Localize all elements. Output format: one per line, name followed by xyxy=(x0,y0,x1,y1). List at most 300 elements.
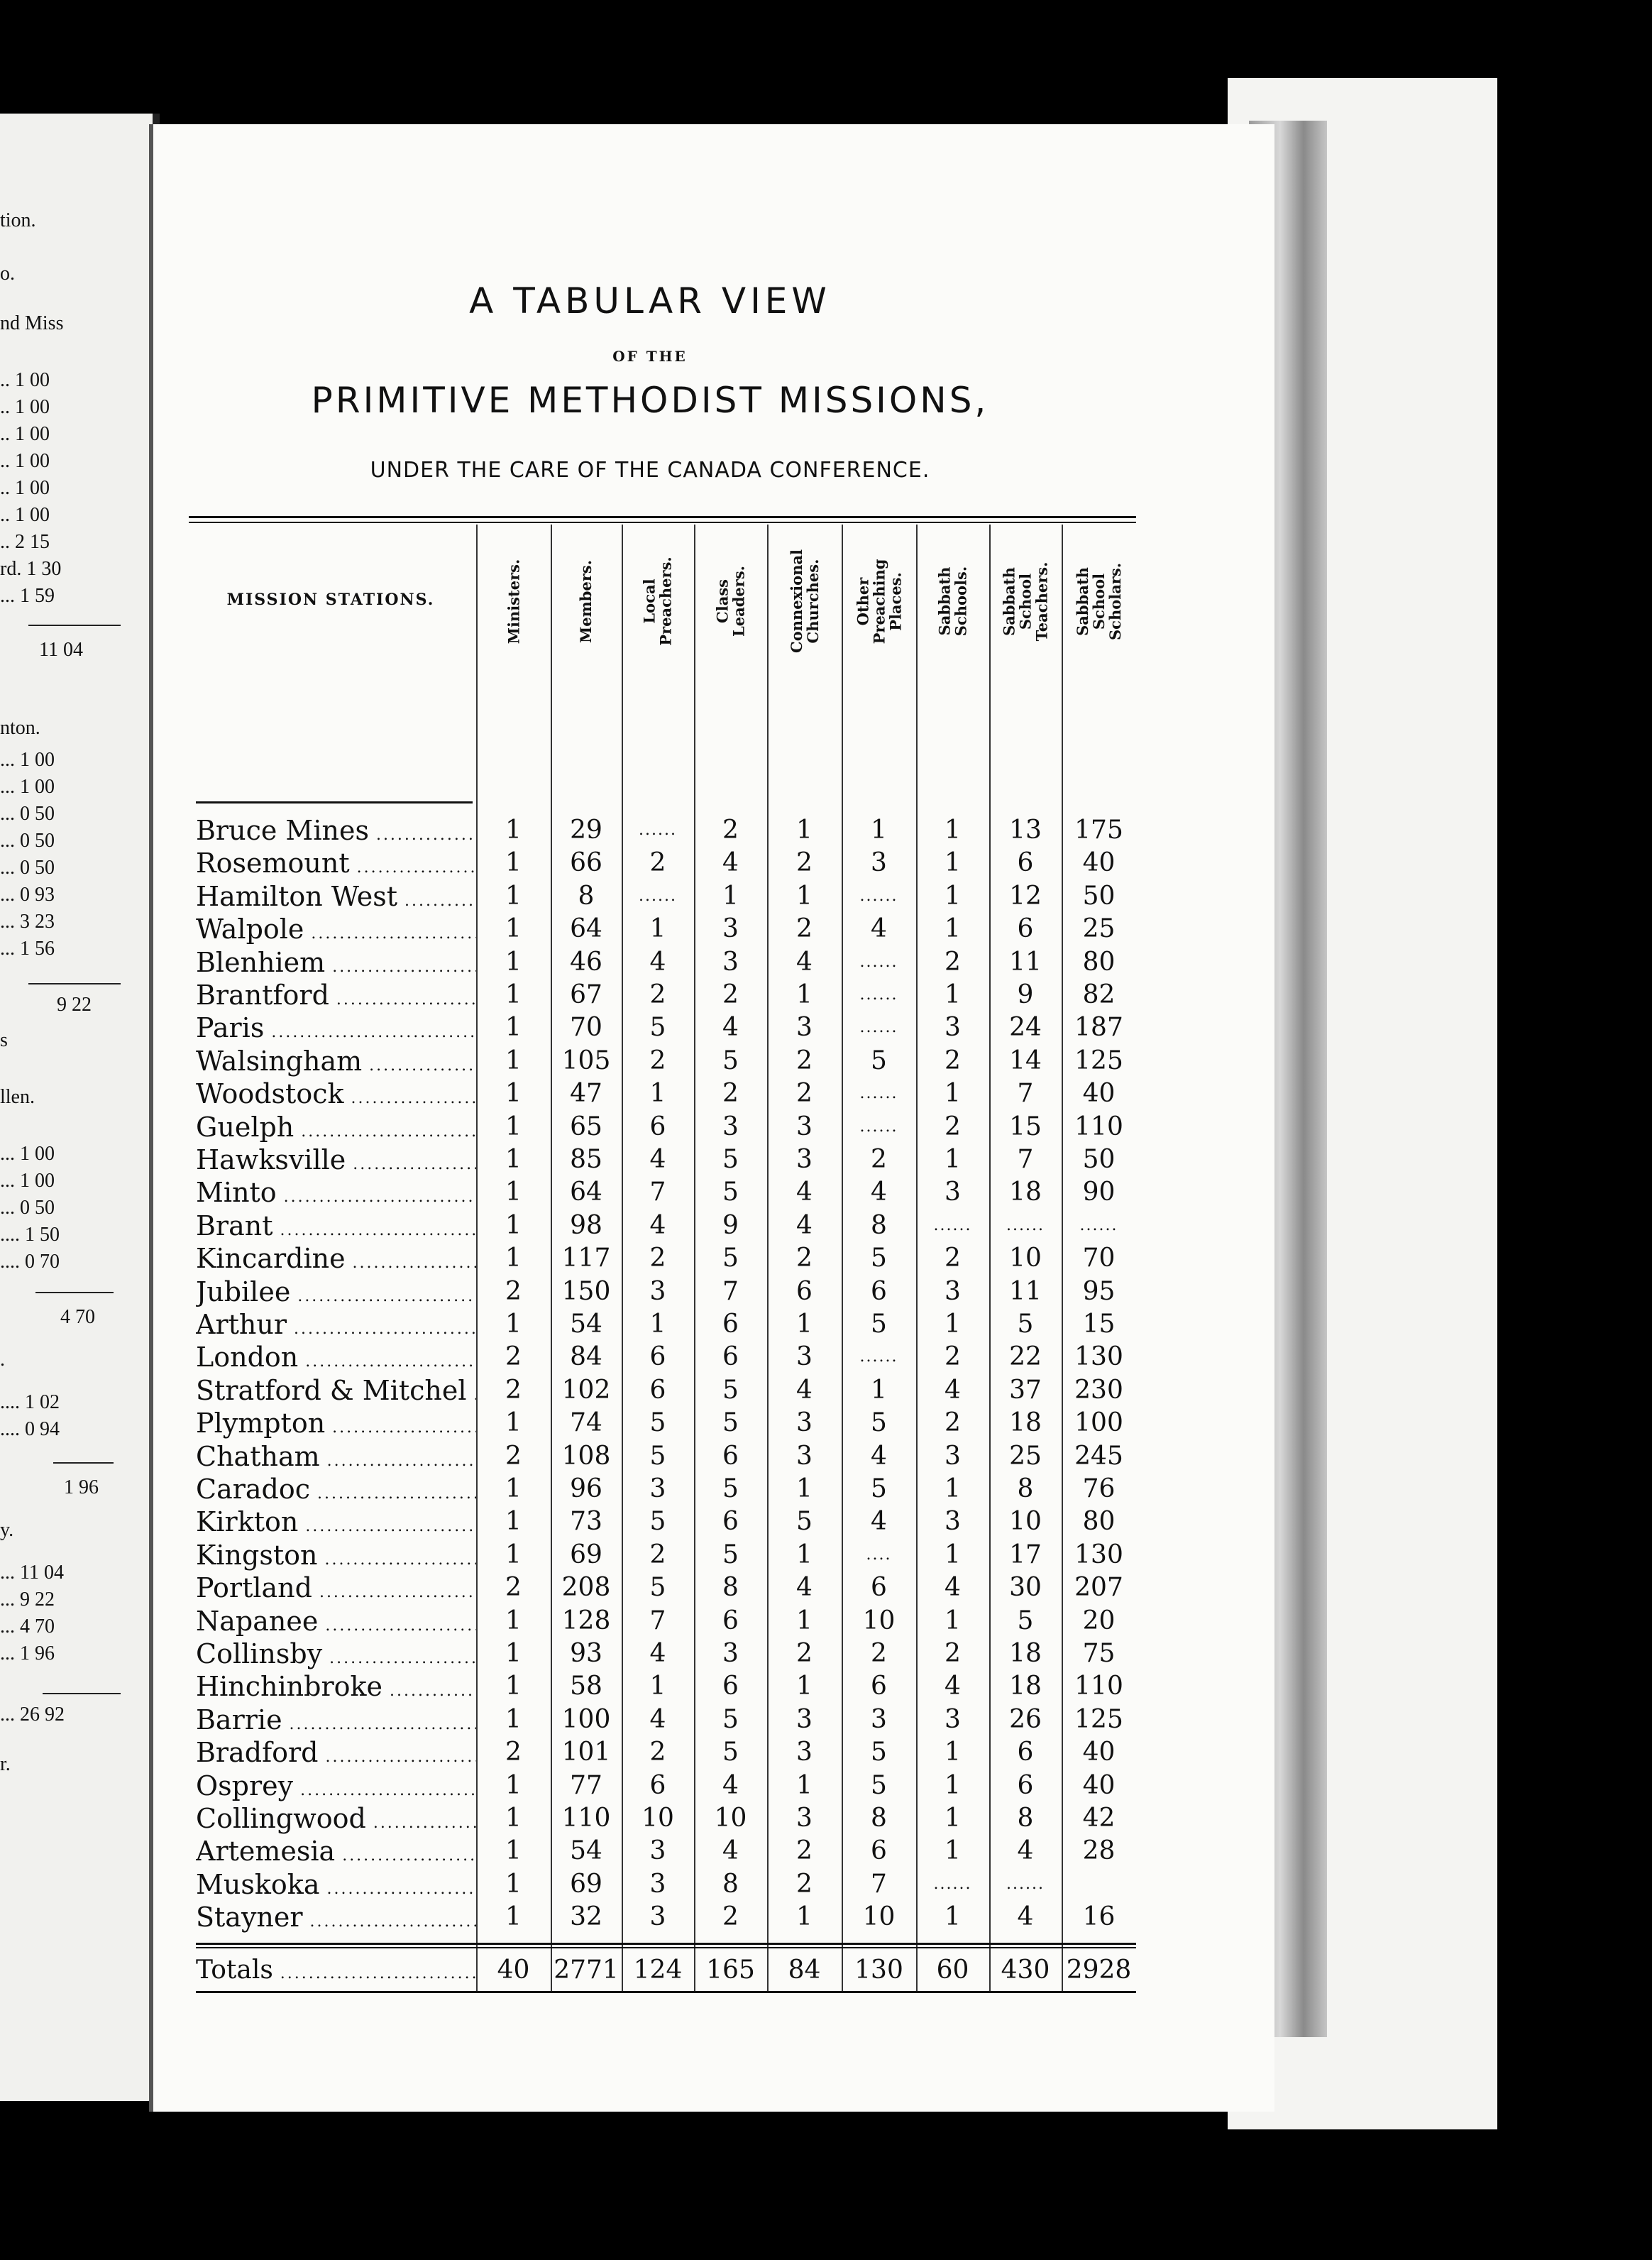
totals-row xyxy=(189,1954,1136,1987)
cell-connexional-churches: 2 xyxy=(796,1869,813,1899)
cell-ministers: 1 xyxy=(505,1902,522,1932)
station-name xyxy=(196,1111,476,1143)
cell-other-preaching-places: ...... xyxy=(859,1117,898,1136)
station-name xyxy=(196,1440,476,1473)
cell-local-preachers: 3 xyxy=(649,1474,666,1503)
cell-other-preaching-places: 4 xyxy=(871,914,887,944)
cell-ministers: 1 xyxy=(505,1244,522,1273)
cell-class-leaders: 10 xyxy=(714,1804,747,1833)
cell-local-preachers: 3 xyxy=(649,1902,666,1932)
cell-sabbath-school-scholars: 25 xyxy=(1082,914,1116,944)
cell-local-preachers: 2 xyxy=(649,1244,666,1273)
table-row xyxy=(189,1901,1136,1933)
station-name-text: Portland xyxy=(196,1572,312,1604)
cell-sabbath-school-teachers: 8 xyxy=(1017,1804,1034,1833)
left-page-fragment: ... 0 50 xyxy=(0,1197,55,1219)
cell-sabbath-schools: 2 xyxy=(945,1342,961,1372)
cell-local-preachers: 2 xyxy=(649,848,666,878)
cell-ministers: 1 xyxy=(505,816,522,845)
station-name-text: Minto xyxy=(196,1177,277,1209)
cell-ministers: 1 xyxy=(505,1606,522,1635)
left-page-fragment: nton. xyxy=(0,717,40,739)
cell-connexional-churches: 4 xyxy=(796,1178,813,1207)
cell-sabbath-school-teachers: 12 xyxy=(1009,881,1042,911)
cell-sabbath-schools: 2 xyxy=(945,947,961,977)
cell-sabbath-school-teachers: ...... xyxy=(1006,1216,1045,1234)
header-ministers xyxy=(476,544,551,658)
header-label: Ministers. xyxy=(505,559,522,644)
left-page-fragment: . xyxy=(0,1349,5,1371)
station-name xyxy=(196,1670,476,1703)
cell-connexional-churches: 2 xyxy=(796,914,813,944)
table-row xyxy=(189,1276,1136,1308)
table-row xyxy=(189,1802,1136,1835)
left-page-fragment: llen. xyxy=(0,1086,35,1108)
cell-sabbath-school-teachers: 37 xyxy=(1009,1375,1042,1405)
cell-sabbath-school-scholars: 110 xyxy=(1074,1112,1123,1141)
left-page-fragment: ... 0 50 xyxy=(0,830,55,852)
cell-sabbath-school-teachers: 18 xyxy=(1009,1672,1042,1701)
table-row xyxy=(189,1341,1136,1373)
cell-other-preaching-places: 3 xyxy=(871,1704,887,1734)
cell-sabbath-school-teachers: 11 xyxy=(1009,947,1042,977)
station-name-text: Barrie xyxy=(196,1704,282,1735)
cell-sabbath-school-scholars: 130 xyxy=(1074,1342,1123,1372)
table-row xyxy=(189,1868,1136,1901)
cell-ministers: 2 xyxy=(505,1375,522,1405)
cell-sabbath-school-teachers: 13 xyxy=(1009,816,1042,845)
cell-sabbath-school-scholars: 82 xyxy=(1082,980,1116,1009)
header-other-preaching-places xyxy=(842,544,916,658)
station-name-text: Kincardine xyxy=(196,1243,346,1275)
cell-connexional-churches: 1 xyxy=(796,1770,813,1800)
table-row xyxy=(189,1011,1136,1044)
cell-connexional-churches: 1 xyxy=(796,1474,813,1503)
cell-ministers: 2 xyxy=(505,1342,522,1372)
cell-local-preachers: 4 xyxy=(649,1639,666,1668)
cell-local-preachers: 1 xyxy=(649,1079,666,1109)
table-row xyxy=(189,1571,1136,1604)
title-subtitle: UNDER THE CARE OF THE CANADA CONFERENCE. xyxy=(370,458,930,483)
table-row xyxy=(189,1473,1136,1505)
totals-top-rule xyxy=(196,1943,1136,1945)
left-page-fragment: ... 4 70 xyxy=(0,1616,55,1638)
cell-members: 74 xyxy=(570,1408,602,1438)
station-name-text: Stayner xyxy=(196,1902,303,1933)
header-members xyxy=(551,544,622,658)
cell-local-preachers: 1 xyxy=(649,1310,666,1339)
table-row xyxy=(189,847,1136,879)
cell-connexional-churches: 2 xyxy=(796,1046,813,1075)
cell-local-preachers: 5 xyxy=(649,1013,666,1043)
cell-other-preaching-places: 6 xyxy=(871,1276,887,1306)
left-page-fragment: ... 1 00 xyxy=(0,1143,55,1165)
header-label: Other Preaching Places. xyxy=(854,559,904,644)
cell-ministers: 1 xyxy=(505,881,522,911)
cell-other-preaching-places: 3 xyxy=(871,848,887,878)
cell-sabbath-school-scholars: 245 xyxy=(1074,1441,1123,1471)
left-page-sum-rule xyxy=(43,1693,121,1694)
station-name xyxy=(196,1605,476,1638)
cell-other-preaching-places: 6 xyxy=(871,1672,887,1701)
left-page-fragment: ... 26 92 xyxy=(0,1704,65,1726)
station-name xyxy=(196,946,476,979)
cell-other-preaching-places: 6 xyxy=(871,1573,887,1603)
cell-local-preachers: 3 xyxy=(649,1276,666,1306)
cell-members: 110 xyxy=(561,1804,611,1833)
cell-ministers: 1 xyxy=(505,1408,522,1438)
cell-ministers: 1 xyxy=(505,1046,522,1075)
cell-class-leaders: 2 xyxy=(722,816,739,845)
cell-sabbath-schools: 4 xyxy=(945,1672,961,1701)
cell-other-preaching-places: 5 xyxy=(871,1244,887,1273)
cell-sabbath-school-teachers: 5 xyxy=(1017,1310,1034,1339)
header-underline xyxy=(196,801,473,803)
header-class-leaders xyxy=(694,544,767,658)
cell-other-preaching-places: 2 xyxy=(871,1639,887,1668)
cell-sabbath-school-scholars: 40 xyxy=(1082,1738,1116,1767)
cell-connexional-churches: 3 xyxy=(796,1408,813,1438)
cell-members: 105 xyxy=(561,1046,611,1075)
cell-members: 65 xyxy=(570,1112,602,1141)
cell-sabbath-school-teachers: 6 xyxy=(1017,1738,1034,1767)
cell-other-preaching-places: ...... xyxy=(859,1348,898,1366)
cell-other-preaching-places: .... xyxy=(866,1545,892,1564)
header-connexional-churches xyxy=(767,544,842,658)
cell-other-preaching-places: 4 xyxy=(871,1178,887,1207)
cell-ministers: 1 xyxy=(505,1507,522,1537)
cell-sabbath-school-teachers: 18 xyxy=(1009,1639,1042,1668)
cell-members: 208 xyxy=(561,1573,611,1603)
cell-members: 69 xyxy=(570,1540,602,1569)
cell-local-preachers: 4 xyxy=(649,947,666,977)
cell-connexional-churches: 1 xyxy=(796,816,813,845)
station-name xyxy=(196,1374,476,1407)
station-name-text: Brant xyxy=(196,1209,273,1241)
cell-members: 128 xyxy=(561,1606,611,1635)
cell-local-preachers: 3 xyxy=(649,1836,666,1866)
cell-connexional-churches: 2 xyxy=(796,848,813,878)
cell-members: 46 xyxy=(570,947,602,977)
cell-ministers: 1 xyxy=(505,1836,522,1866)
cell-sabbath-school-scholars: 70 xyxy=(1082,1244,1116,1273)
cell-other-preaching-places: 1 xyxy=(871,816,887,845)
left-page-fragment: ... 0 93 xyxy=(0,884,55,906)
cell-members: 77 xyxy=(570,1770,602,1800)
cell-sabbath-schools: 3 xyxy=(945,1178,961,1207)
cell-other-preaching-places: 130 xyxy=(854,1955,903,1985)
cell-class-leaders: 5 xyxy=(722,1738,739,1767)
cell-other-preaching-places: 8 xyxy=(871,1804,887,1833)
cell-connexional-churches: 5 xyxy=(796,1507,813,1537)
cell-local-preachers: 124 xyxy=(633,1955,683,1985)
station-name xyxy=(196,1539,476,1571)
cell-sabbath-school-scholars: 110 xyxy=(1074,1672,1123,1701)
cell-members: 67 xyxy=(570,980,602,1009)
station-name xyxy=(196,1770,476,1802)
cell-other-preaching-places: 5 xyxy=(871,1408,887,1438)
table-row xyxy=(189,814,1136,847)
cell-local-preachers: 6 xyxy=(649,1375,666,1405)
table-row xyxy=(189,1440,1136,1473)
cell-connexional-churches: 3 xyxy=(796,1145,813,1174)
cell-other-preaching-places: 1 xyxy=(871,1375,887,1405)
cell-local-preachers: ...... xyxy=(639,887,677,905)
cell-class-leaders: 9 xyxy=(722,1210,739,1240)
cell-connexional-churches: 3 xyxy=(796,1112,813,1141)
cell-members: 101 xyxy=(561,1738,611,1767)
cell-sabbath-school-scholars: 2928 xyxy=(1066,1955,1132,1985)
cell-connexional-churches: 6 xyxy=(796,1276,813,1306)
cell-sabbath-school-scholars: 28 xyxy=(1082,1836,1116,1866)
station-name xyxy=(196,1868,476,1901)
cell-sabbath-schools: 1 xyxy=(945,1310,961,1339)
cell-ministers: 1 xyxy=(505,1672,522,1701)
cell-sabbath-schools: 2 xyxy=(945,1112,961,1141)
left-page-fragment: .. 1 00 xyxy=(0,369,50,391)
cell-sabbath-school-scholars: 90 xyxy=(1082,1178,1116,1207)
cell-sabbath-school-teachers: 430 xyxy=(1001,1955,1050,1985)
cell-class-leaders: 165 xyxy=(706,1955,755,1985)
cell-sabbath-school-scholars: 20 xyxy=(1082,1606,1116,1635)
cell-ministers: 1 xyxy=(505,1178,522,1207)
cell-sabbath-school-teachers: 9 xyxy=(1017,980,1034,1009)
station-name-text: Bradford xyxy=(196,1737,319,1769)
cell-sabbath-school-scholars: 50 xyxy=(1082,881,1116,911)
cell-sabbath-school-teachers: 10 xyxy=(1009,1507,1042,1537)
cell-connexional-churches: 84 xyxy=(788,1955,821,1985)
station-name xyxy=(196,1473,476,1505)
cell-other-preaching-places: 4 xyxy=(871,1507,887,1537)
station-name-text: Collingwood xyxy=(196,1803,366,1834)
table-row xyxy=(189,1143,1136,1176)
station-name xyxy=(196,1736,476,1769)
cell-connexional-churches: 1 xyxy=(796,1672,813,1701)
main-page xyxy=(149,124,1274,2112)
left-page-fragment: ... 9 22 xyxy=(0,1589,55,1611)
left-page-sum-rule xyxy=(28,983,121,984)
cell-members: 69 xyxy=(570,1869,602,1899)
left-page-fragment: 1 96 xyxy=(64,1476,99,1498)
cell-sabbath-school-scholars: 40 xyxy=(1082,848,1116,878)
table-row xyxy=(189,1736,1136,1769)
station-name xyxy=(196,1143,476,1176)
station-name-text: Paris xyxy=(196,1012,265,1044)
cell-sabbath-schools: 3 xyxy=(945,1704,961,1734)
cell-class-leaders: 2 xyxy=(722,1902,739,1932)
cell-sabbath-school-scholars: 187 xyxy=(1074,1013,1123,1043)
station-name xyxy=(196,1242,476,1275)
station-name-text: Chatham xyxy=(196,1440,320,1472)
cell-sabbath-school-teachers: 11 xyxy=(1009,1276,1042,1306)
cell-connexional-churches: 3 xyxy=(796,1013,813,1043)
cell-sabbath-schools: 1 xyxy=(945,1738,961,1767)
header-label: Sabbath Schools. xyxy=(935,566,970,637)
cell-other-preaching-places: 10 xyxy=(862,1606,896,1635)
cell-sabbath-school-teachers: 17 xyxy=(1009,1540,1042,1569)
cell-other-preaching-places: 5 xyxy=(871,1474,887,1503)
cell-ministers: 2 xyxy=(505,1738,522,1767)
cell-ministers: 1 xyxy=(505,914,522,944)
left-facing-page xyxy=(0,114,160,2101)
station-name xyxy=(196,814,476,847)
station-name xyxy=(196,1505,476,1538)
cell-class-leaders: 4 xyxy=(722,848,739,878)
cell-local-preachers: 2 xyxy=(649,1738,666,1767)
cell-local-preachers: 4 xyxy=(649,1210,666,1240)
cell-local-preachers: 2 xyxy=(649,1046,666,1075)
cell-sabbath-school-scholars: 15 xyxy=(1082,1310,1116,1339)
cell-class-leaders: 5 xyxy=(722,1408,739,1438)
station-name-text: Plympton xyxy=(196,1408,326,1439)
cell-class-leaders: 5 xyxy=(722,1540,739,1569)
cell-connexional-churches: 2 xyxy=(796,1639,813,1668)
station-name-text: London xyxy=(196,1342,299,1373)
left-page-fragment: s xyxy=(0,1029,8,1051)
title-main: A TABULAR VIEW xyxy=(469,280,831,322)
cell-class-leaders: 3 xyxy=(722,914,739,944)
table-top-rule xyxy=(189,516,1136,518)
cell-sabbath-school-teachers: 4 xyxy=(1017,1902,1034,1932)
header-label: Sabbath School Teachers. xyxy=(1000,561,1051,641)
cell-other-preaching-places: 5 xyxy=(871,1770,887,1800)
left-page-fragment: rd. 1 30 xyxy=(0,558,62,580)
cell-ministers: 1 xyxy=(505,1770,522,1800)
table-row xyxy=(189,1539,1136,1571)
left-page-fragment: .. 1 00 xyxy=(0,450,50,472)
header-label: Connexional Churches. xyxy=(787,549,822,653)
station-name-text: Collinsby xyxy=(196,1638,323,1669)
cell-ministers: 1 xyxy=(505,1145,522,1174)
cell-sabbath-schools: 1 xyxy=(945,980,961,1009)
station-name-text: Arthur xyxy=(196,1309,287,1340)
cell-class-leaders: 5 xyxy=(722,1145,739,1174)
table-row xyxy=(189,1242,1136,1275)
cell-class-leaders: 4 xyxy=(722,1770,739,1800)
cell-connexional-churches: 3 xyxy=(796,1804,813,1833)
cell-sabbath-school-teachers: 22 xyxy=(1009,1342,1042,1372)
table-row xyxy=(189,1704,1136,1736)
station-name-text: Jubilee xyxy=(196,1276,291,1307)
cell-local-preachers: 2 xyxy=(649,1540,666,1569)
station-name-text: Hinchinbroke xyxy=(196,1671,383,1703)
cell-other-preaching-places: ...... xyxy=(859,953,898,971)
station-name-text: Artemesia xyxy=(196,1836,336,1867)
cell-connexional-churches: 1 xyxy=(796,980,813,1009)
cell-sabbath-schools: 60 xyxy=(936,1955,969,1985)
station-name xyxy=(196,1045,476,1077)
cell-sabbath-school-teachers: 18 xyxy=(1009,1408,1042,1438)
table-row xyxy=(189,1374,1136,1407)
table-row xyxy=(189,946,1136,979)
title-connector: OF THE xyxy=(612,348,688,365)
cell-class-leaders: 5 xyxy=(722,1375,739,1405)
station-name xyxy=(196,1341,476,1373)
cell-ministers: 2 xyxy=(505,1573,522,1603)
cell-sabbath-school-teachers: 6 xyxy=(1017,848,1034,878)
cell-sabbath-schools: ...... xyxy=(933,1875,972,1893)
cell-sabbath-schools: 1 xyxy=(945,1540,961,1569)
station-name-text: Kirkton xyxy=(196,1506,299,1538)
station-name xyxy=(196,1011,476,1044)
cell-ministers: 40 xyxy=(497,1955,530,1985)
cell-sabbath-school-scholars: ...... xyxy=(1079,1216,1118,1234)
station-name xyxy=(196,1704,476,1736)
cell-sabbath-schools: 1 xyxy=(945,1836,961,1866)
cell-ministers: 1 xyxy=(505,1804,522,1833)
cell-other-preaching-places: 2 xyxy=(871,1145,887,1174)
cell-ministers: 2 xyxy=(505,1276,522,1306)
header-sabbath-school-teachers xyxy=(989,544,1062,658)
cell-ministers: 1 xyxy=(505,1013,522,1043)
cell-members: 150 xyxy=(561,1276,611,1306)
cell-other-preaching-places: 5 xyxy=(871,1738,887,1767)
station-name-text: Bruce Mines xyxy=(196,815,369,846)
cell-sabbath-schools: 2 xyxy=(945,1408,961,1438)
cell-sabbath-schools: 1 xyxy=(945,1770,961,1800)
station-name xyxy=(196,1835,476,1867)
table-row xyxy=(189,979,1136,1011)
left-page-fragment: ... 1 00 xyxy=(0,749,55,771)
table-row xyxy=(189,1209,1136,1242)
cell-class-leaders: 6 xyxy=(722,1441,739,1471)
cell-local-preachers: 6 xyxy=(649,1112,666,1141)
cell-sabbath-school-teachers: 25 xyxy=(1009,1441,1042,1471)
station-name-text: Napanee xyxy=(196,1605,319,1637)
cell-connexional-churches: 1 xyxy=(796,881,813,911)
cell-ministers: 1 xyxy=(505,1704,522,1734)
left-page-fragment: .. 1 00 xyxy=(0,504,50,526)
station-name-text: Totals xyxy=(196,1955,273,1985)
cell-members: 58 xyxy=(570,1672,602,1701)
left-page-fragment: r. xyxy=(0,1753,11,1775)
cell-class-leaders: 3 xyxy=(722,1639,739,1668)
cell-connexional-churches: 4 xyxy=(796,1573,813,1603)
cell-connexional-churches: 4 xyxy=(796,1210,813,1240)
cell-connexional-churches: 3 xyxy=(796,1441,813,1471)
cell-sabbath-school-teachers: 26 xyxy=(1009,1704,1042,1734)
left-page-fragment: 4 70 xyxy=(60,1306,95,1328)
cell-members: 66 xyxy=(570,848,602,878)
left-page-fragment: .... 0 70 xyxy=(0,1251,60,1273)
cell-connexional-churches: 3 xyxy=(796,1738,813,1767)
cell-ministers: 2 xyxy=(505,1441,522,1471)
cell-class-leaders: 4 xyxy=(722,1013,739,1043)
cell-members: 54 xyxy=(570,1836,602,1866)
station-name xyxy=(196,1308,476,1341)
cell-sabbath-schools: 1 xyxy=(945,881,961,911)
cell-sabbath-school-scholars: 42 xyxy=(1082,1804,1116,1833)
cell-ministers: 1 xyxy=(505,1112,522,1141)
left-page-fragment: ... 1 00 xyxy=(0,1170,55,1192)
cell-class-leaders: 6 xyxy=(722,1507,739,1537)
totals-top-rule xyxy=(196,1947,1136,1948)
cell-other-preaching-places: ...... xyxy=(859,986,898,1004)
cell-members: 70 xyxy=(570,1013,602,1043)
cell-ministers: 1 xyxy=(505,1474,522,1503)
table-row xyxy=(189,1045,1136,1077)
table-row xyxy=(189,1638,1136,1670)
cell-local-preachers: 7 xyxy=(649,1606,666,1635)
left-page-fragment: ... 1 59 xyxy=(0,585,55,607)
cell-connexional-churches: 1 xyxy=(796,1310,813,1339)
cell-sabbath-school-scholars: 80 xyxy=(1082,1507,1116,1537)
cell-local-preachers: 3 xyxy=(649,1869,666,1899)
left-page-fragment: ... 0 50 xyxy=(0,803,55,825)
cell-local-preachers: 1 xyxy=(649,914,666,944)
cell-sabbath-schools: 3 xyxy=(945,1276,961,1306)
station-name-text: Hamilton West xyxy=(196,880,398,912)
